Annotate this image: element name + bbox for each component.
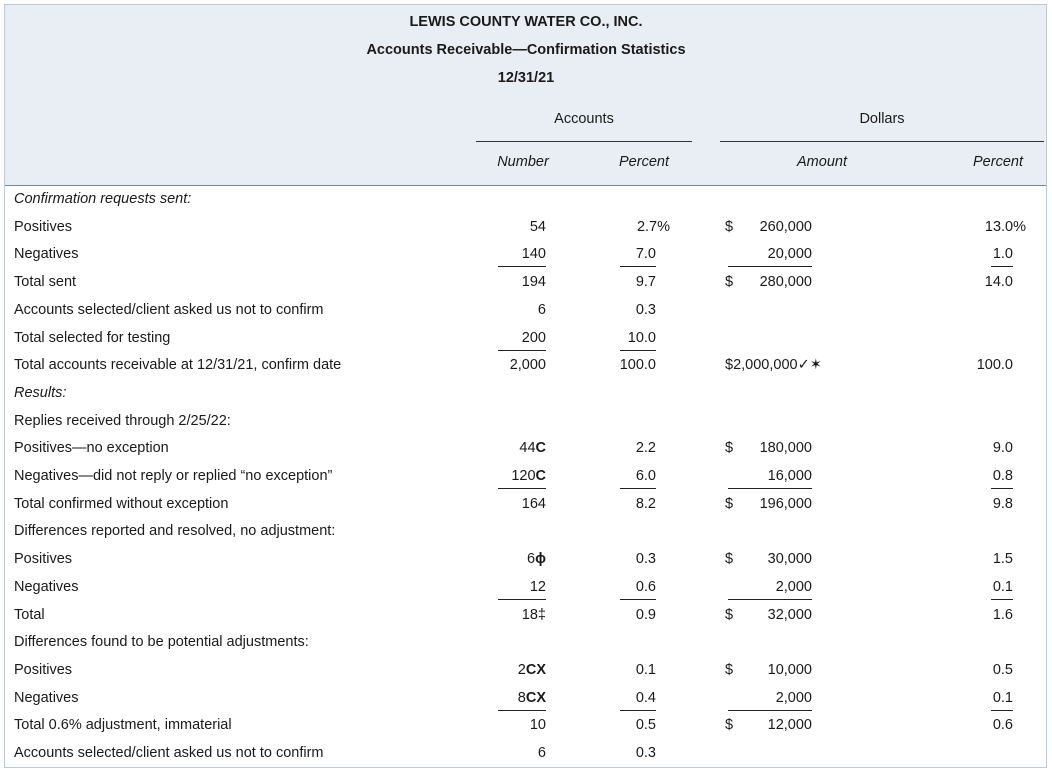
cell-number: 2CX bbox=[517, 661, 546, 678]
cell-percent: 10.0 bbox=[620, 327, 656, 351]
cell-percent: 0.4 bbox=[620, 687, 656, 711]
cell-number: 12 bbox=[498, 576, 546, 600]
cell-number: 194 bbox=[521, 274, 546, 291]
dollar-sign: $ bbox=[725, 218, 734, 235]
report-date: 12/31/21 bbox=[497, 70, 555, 86]
cell-percent: 9.7 bbox=[635, 274, 656, 291]
row-label: Negatives—did not reply or replied “no exception” bbox=[14, 468, 333, 484]
table-row bbox=[0, 685, 1052, 712]
row-label: Positives bbox=[14, 218, 73, 235]
cell-dollar-percent: 0.1 bbox=[991, 576, 1013, 600]
dollar-sign: $ bbox=[725, 495, 734, 512]
cell-dollar-percent: 13.0% bbox=[984, 218, 1026, 235]
row-label: Total 0.6% adjustment, immaterial bbox=[14, 717, 232, 734]
row-label: Replies received through 2/25/22: bbox=[14, 412, 231, 429]
cell-amount: 12,000 bbox=[767, 717, 812, 734]
cell-dollar-percent: 1.0 bbox=[991, 243, 1013, 267]
table-row bbox=[0, 297, 1052, 324]
cell-dollar-percent: 0.1 bbox=[991, 687, 1013, 711]
cell-amount: 180,000 bbox=[759, 440, 812, 457]
dollar-sign: $ bbox=[725, 440, 734, 457]
table-row bbox=[0, 269, 1052, 296]
cell-amount: 16,000 bbox=[728, 465, 812, 489]
cell-number: 120C bbox=[498, 465, 546, 489]
cell-amount: 280,000 bbox=[759, 274, 812, 291]
cell-dollar-percent: 0.6 bbox=[992, 717, 1013, 734]
group-accounts-rule bbox=[476, 141, 692, 142]
row-label: Positives bbox=[14, 661, 73, 678]
cell-number: 8CX bbox=[498, 687, 546, 711]
row-label: Accounts selected/client asked us not to confirm bbox=[14, 301, 324, 318]
cell-percent: 0.9 bbox=[635, 606, 656, 623]
table-row bbox=[0, 491, 1052, 518]
cell-percent: 0.3 bbox=[635, 551, 656, 568]
table-row bbox=[0, 380, 1052, 407]
table-row bbox=[0, 241, 1052, 268]
col-amount: Amount bbox=[797, 154, 847, 170]
table-row bbox=[0, 408, 1052, 435]
col-dollar-percent: Percent bbox=[973, 154, 1023, 170]
cell-amount: 260,000 bbox=[759, 218, 812, 235]
row-label: Total confirmed without exception bbox=[14, 495, 229, 512]
cell-number: 140 bbox=[498, 243, 546, 267]
cell-amount: 10,000 bbox=[767, 661, 812, 678]
tick-mark: C bbox=[535, 440, 546, 457]
row-label: Total accounts receivable at 12/31/21, confirm date bbox=[14, 357, 342, 374]
cell-dollar-percent: 9.8 bbox=[992, 495, 1013, 512]
cell-number: 200 bbox=[498, 327, 546, 351]
group-dollars-rule bbox=[720, 141, 1044, 142]
cell-number: 6ɸ bbox=[527, 551, 546, 568]
row-label: Negatives bbox=[14, 246, 79, 263]
cell-percent: 8.2 bbox=[635, 495, 656, 512]
cell-amount: $2,000,000✓✶ bbox=[725, 357, 822, 374]
cell-number: 44C bbox=[519, 440, 546, 457]
table-row bbox=[0, 657, 1052, 684]
cell-percent: 0.6 bbox=[620, 576, 656, 600]
cell-number: 18‡ bbox=[521, 606, 546, 623]
cell-number: 2,000 bbox=[509, 357, 546, 374]
table-row bbox=[0, 546, 1052, 573]
col-percent: Percent bbox=[619, 154, 669, 170]
tick-mark: C bbox=[535, 468, 546, 484]
cell-dollar-percent: 0.8 bbox=[991, 465, 1013, 489]
cell-amount: 2,000 bbox=[728, 576, 812, 600]
dollar-sign: $ bbox=[725, 551, 734, 568]
row-label: Total bbox=[14, 606, 45, 623]
table-row bbox=[0, 186, 1052, 213]
cell-dollar-percent: 1.5 bbox=[992, 551, 1013, 568]
cell-percent: 7.0 bbox=[620, 243, 656, 267]
row-label: Total selected for testing bbox=[14, 329, 171, 346]
table-row bbox=[0, 352, 1052, 379]
cell-dollar-percent: 0.5 bbox=[992, 661, 1013, 678]
cell-amount: 2,000 bbox=[728, 687, 812, 711]
cell-dollar-percent: 100.0 bbox=[976, 357, 1013, 374]
company-name: LEWIS COUNTY WATER CO., INC. bbox=[409, 14, 643, 30]
table-row bbox=[0, 602, 1052, 629]
row-label: Results: bbox=[14, 384, 67, 401]
cell-percent: 2.2 bbox=[635, 440, 656, 457]
row-label: Total sent bbox=[14, 274, 77, 291]
cell-percent: 6.0 bbox=[620, 465, 656, 489]
cell-number: 6 bbox=[537, 301, 546, 318]
dollar-sign: $ bbox=[725, 274, 734, 291]
cell-dollar-percent: 9.0 bbox=[992, 440, 1013, 457]
cell-number: 54 bbox=[529, 218, 546, 235]
table-row bbox=[0, 214, 1052, 241]
cell-percent: 2.7% bbox=[636, 218, 670, 235]
table-row bbox=[0, 435, 1052, 462]
table-row bbox=[0, 463, 1052, 490]
tick-mark: CX bbox=[525, 689, 546, 706]
cell-percent: 0.5 bbox=[635, 717, 656, 734]
cell-percent: 0.3 bbox=[635, 745, 656, 761]
dollar-sign: $ bbox=[725, 661, 734, 678]
cell-dollar-percent: 14.0 bbox=[984, 274, 1013, 291]
cell-percent: 0.3 bbox=[635, 301, 656, 318]
cell-percent: 100.0 bbox=[619, 357, 656, 374]
row-label: Positives—no exception bbox=[14, 440, 169, 457]
group-accounts: Accounts bbox=[554, 111, 614, 127]
cell-amount: 32,000 bbox=[767, 606, 812, 623]
table-row bbox=[0, 629, 1052, 656]
cell-amount: 30,000 bbox=[767, 551, 812, 568]
tick-mark: CX bbox=[525, 661, 546, 678]
cell-number: 10 bbox=[529, 717, 546, 734]
group-dollars: Dollars bbox=[859, 111, 905, 127]
row-label: Accounts selected/client asked us not to confirm bbox=[14, 745, 324, 761]
table-row bbox=[0, 574, 1052, 601]
dollar-sign: $ bbox=[725, 717, 734, 734]
table-row bbox=[0, 712, 1052, 739]
report-title: Accounts Receivable—Confirmation Statistics bbox=[366, 42, 686, 58]
dollar-sign: $ bbox=[725, 606, 734, 623]
row-label: Confirmation requests sent: bbox=[14, 191, 192, 207]
table-row bbox=[0, 740, 1052, 767]
row-label: Positives bbox=[14, 551, 73, 568]
row-label: Negatives bbox=[14, 578, 79, 595]
cell-amount: 20,000 bbox=[728, 243, 812, 267]
col-number: Number bbox=[497, 154, 549, 170]
cell-dollar-percent: 1.6 bbox=[992, 606, 1013, 623]
cell-number: 164 bbox=[521, 495, 546, 512]
row-label: Differences found to be potential adjustments: bbox=[14, 634, 309, 651]
tick-mark: ɸ bbox=[535, 551, 546, 568]
table-row bbox=[0, 518, 1052, 545]
row-label: Differences reported and resolved, no adjustment: bbox=[14, 523, 336, 540]
cell-percent: 0.1 bbox=[635, 661, 656, 678]
cell-number: 6 bbox=[537, 745, 546, 761]
cell-amount: 196,000 bbox=[759, 495, 812, 512]
table-row bbox=[0, 325, 1052, 352]
row-label: Negatives bbox=[14, 689, 79, 706]
